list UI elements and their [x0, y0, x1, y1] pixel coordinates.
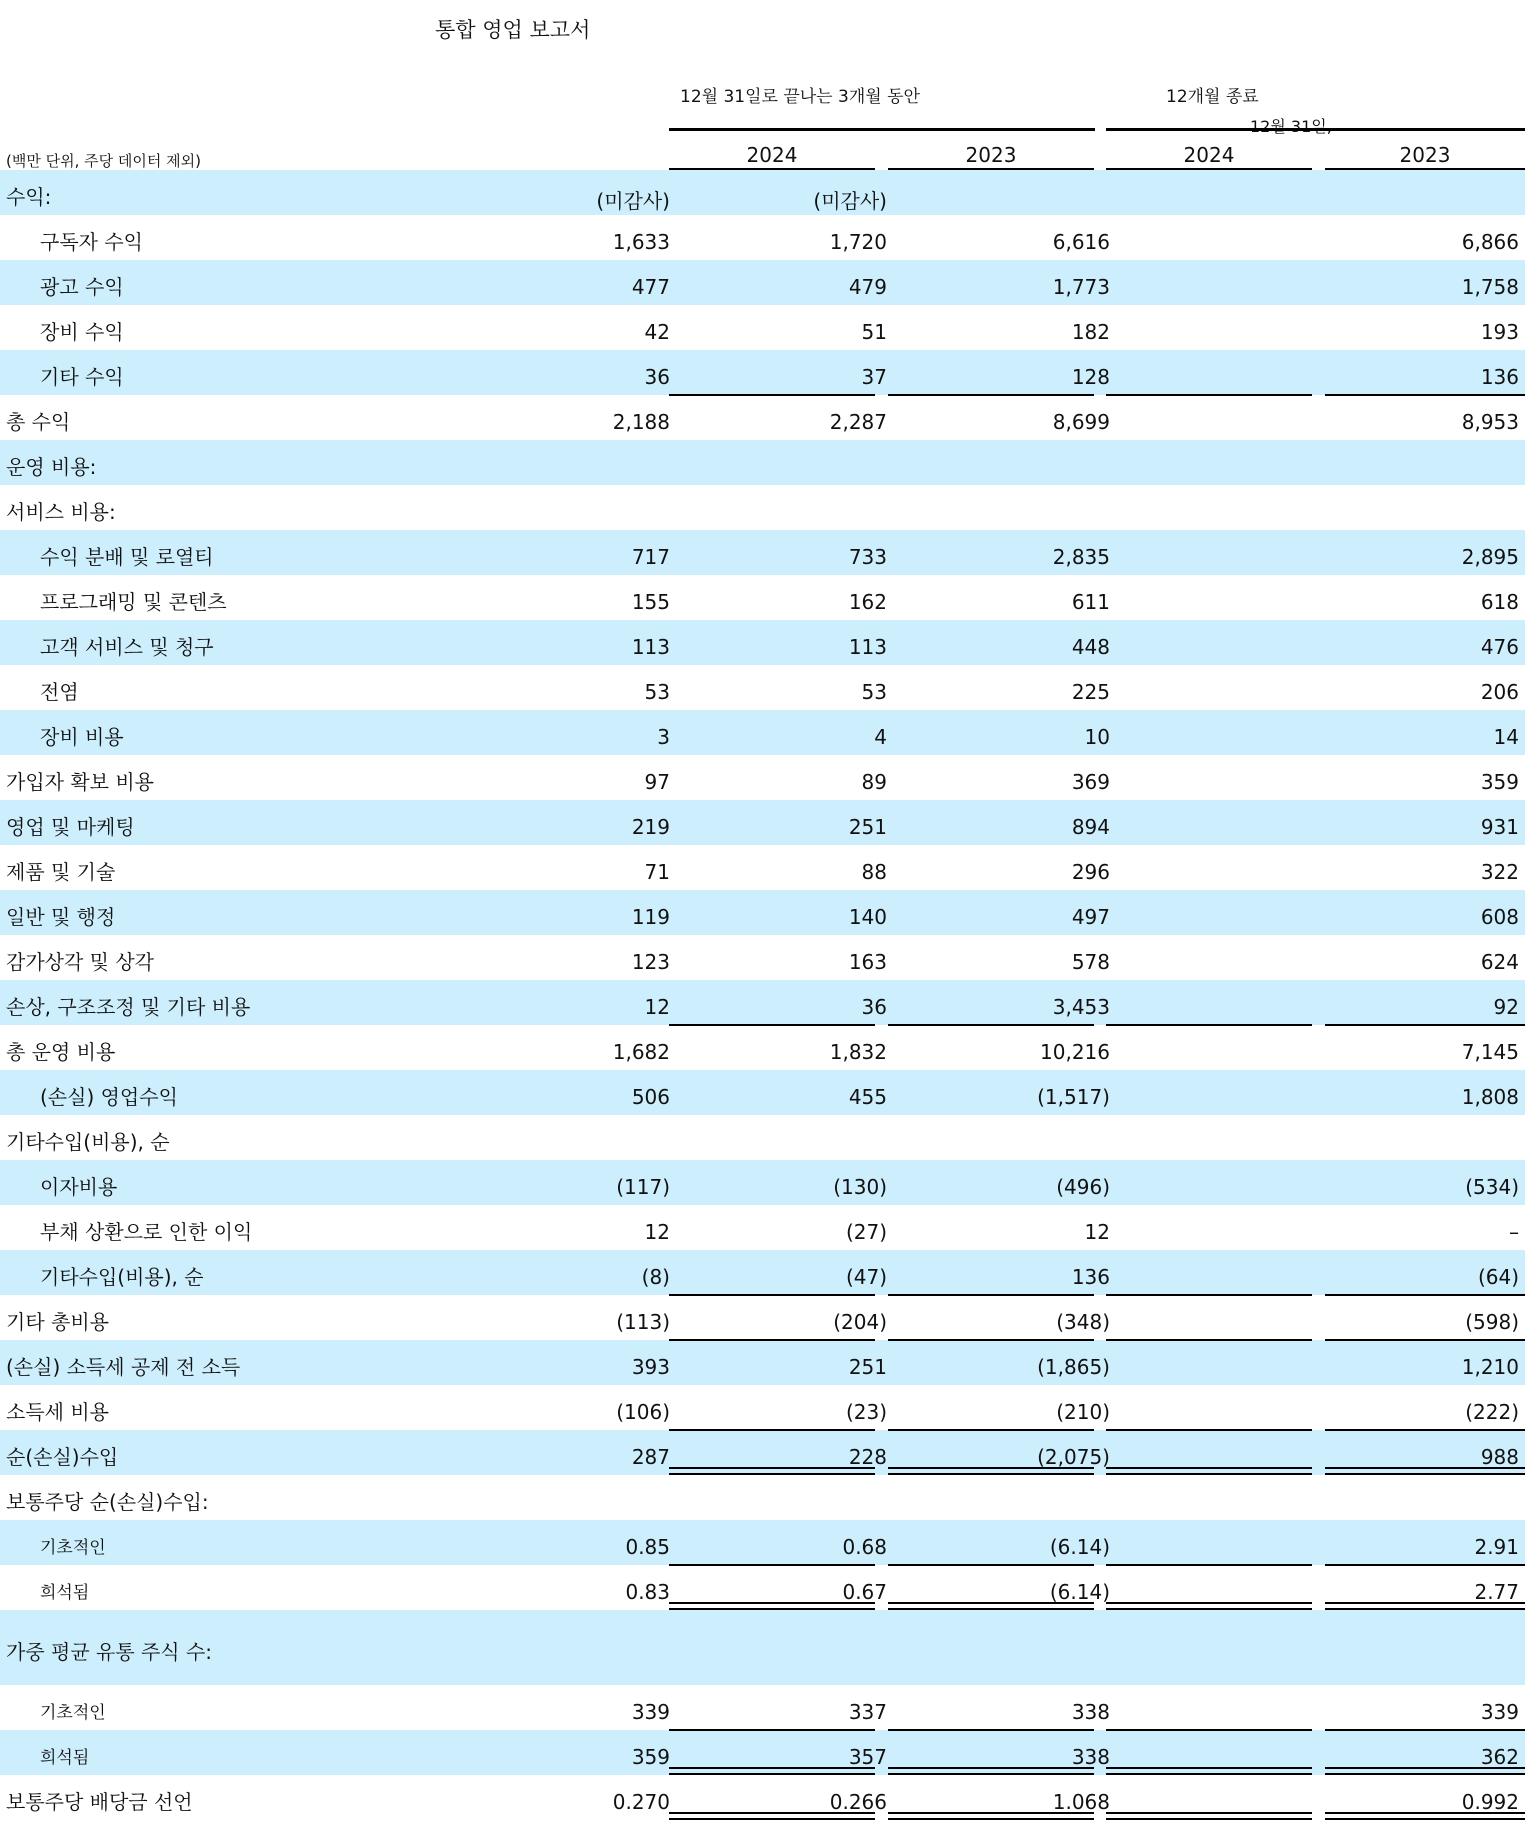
total-double-rule — [1106, 1767, 1312, 1775]
row-label: 손상, 구조조정 및 기타 비용 — [6, 995, 251, 1019]
row-value: 618 — [1480, 590, 1519, 614]
row-value: 228 — [848, 1445, 887, 1469]
row-value: 0.83 — [625, 1580, 670, 1604]
row-label: 기초적인 — [40, 1703, 106, 1723]
subtotal-rule — [1106, 1294, 1312, 1296]
row-value: (미감사) — [813, 189, 887, 213]
row-value: 251 — [848, 1355, 887, 1379]
subtotal-rule — [669, 1339, 875, 1341]
row-value: 322 — [1480, 860, 1519, 884]
row-value: 931 — [1480, 815, 1519, 839]
row-value: 339 — [1480, 1700, 1519, 1724]
row-value: 1,633 — [612, 230, 670, 254]
table-row — [0, 260, 1525, 305]
table-row — [0, 980, 1525, 1025]
table-row — [0, 215, 1525, 260]
table-row — [0, 1250, 1525, 1295]
table-row — [0, 1340, 1525, 1385]
row-value: (64) — [1477, 1265, 1519, 1289]
row-label: 가입자 확보 비용 — [6, 770, 154, 794]
table-row — [0, 935, 1525, 980]
row-value: (204) — [833, 1310, 887, 1334]
row-label: (손실) 영업수익 — [40, 1085, 178, 1109]
row-value: 53 — [644, 680, 670, 704]
table-row — [0, 350, 1525, 395]
year-col-1: 2024 — [746, 143, 798, 167]
row-label: 수익: — [6, 185, 52, 209]
row-value: 136 — [1071, 1265, 1110, 1289]
table-row — [0, 1385, 1525, 1430]
row-value: 1,832 — [829, 1040, 887, 1064]
row-value: 338 — [1071, 1700, 1110, 1724]
row-value: (222) — [1465, 1400, 1519, 1424]
subtotal-rule — [669, 1294, 875, 1296]
row-value: (27) — [845, 1220, 887, 1244]
row-value: 296 — [1071, 860, 1110, 884]
row-value: 338 — [1071, 1745, 1110, 1769]
row-value: 88 — [861, 860, 887, 884]
table-row — [0, 620, 1525, 665]
year-col-2: 2023 — [965, 143, 1017, 167]
row-value: 1,773 — [1052, 275, 1110, 299]
row-value: 1.068 — [1052, 1790, 1110, 1814]
subtotal-rule — [1106, 1564, 1312, 1566]
row-value: (113) — [616, 1310, 670, 1334]
table-row — [0, 1070, 1525, 1115]
subtotal-rule — [888, 1429, 1094, 1431]
row-label: 영업 및 마케팅 — [6, 815, 135, 839]
table-row — [0, 1295, 1525, 1340]
row-value: 219 — [631, 815, 670, 839]
row-value: 225 — [1071, 680, 1110, 704]
row-value: 89 — [861, 770, 887, 794]
subtotal-rule — [1325, 1729, 1525, 1731]
row-value: 717 — [631, 545, 670, 569]
table-row — [0, 755, 1525, 800]
row-value: 3 — [657, 725, 670, 749]
row-label: 제품 및 기술 — [6, 860, 116, 884]
table-row — [0, 575, 1525, 620]
row-value: 359 — [1480, 770, 1519, 794]
subtotal-rule — [888, 1294, 1094, 1296]
row-label: 운영 비용: — [6, 455, 97, 479]
table-row — [0, 1205, 1525, 1250]
row-label: 보통주당 순(손실)수입: — [6, 1490, 209, 1514]
subtotal-rule — [669, 1729, 875, 1731]
row-value: 1,682 — [612, 1040, 670, 1064]
row-value: (117) — [616, 1175, 670, 1199]
row-value: 339 — [631, 1700, 670, 1724]
table-row — [0, 395, 1525, 440]
row-value: 136 — [1480, 365, 1519, 389]
row-value: 53 — [861, 680, 887, 704]
row-label: 고객 서비스 및 청구 — [40, 635, 214, 659]
period-3m-header: 12월 31일로 끝나는 3개월 동안 — [680, 87, 920, 107]
row-value: 393 — [631, 1355, 670, 1379]
table-row — [0, 1730, 1525, 1775]
subtotal-rule — [1106, 1429, 1312, 1431]
row-value: (1,865) — [1037, 1355, 1110, 1379]
table-row — [0, 170, 1525, 215]
row-value: 6,616 — [1052, 230, 1110, 254]
row-value: 2,895 — [1461, 545, 1519, 569]
row-value: 14 — [1493, 725, 1519, 749]
row-value: (47) — [845, 1265, 887, 1289]
row-value: 369 — [1071, 770, 1110, 794]
row-value: 6,866 — [1461, 230, 1519, 254]
total-double-rule — [1325, 1767, 1525, 1775]
row-value: 113 — [848, 635, 887, 659]
row-value: 7,145 — [1461, 1040, 1519, 1064]
total-double-rule — [1106, 1467, 1312, 1475]
period-3m-rule — [669, 128, 1095, 131]
subtotal-rule — [888, 394, 1094, 396]
row-label: 프로그래밍 및 콘텐츠 — [40, 590, 227, 614]
report-title: 통합 영업 보고서 — [435, 18, 591, 42]
row-value: 608 — [1480, 905, 1519, 929]
row-value: 359 — [631, 1745, 670, 1769]
row-value: 3,453 — [1052, 995, 1110, 1019]
row-label: 기타 총비용 — [6, 1310, 109, 1334]
row-value: 0.992 — [1461, 1790, 1519, 1814]
row-value: 12 — [644, 1220, 670, 1244]
subtotal-rule — [669, 1024, 875, 1026]
row-value: 42 — [644, 320, 670, 344]
row-value: (1,517) — [1037, 1085, 1110, 1109]
row-value: (2,075) — [1037, 1445, 1110, 1469]
row-value: 362 — [1480, 1745, 1519, 1769]
row-label: 기타수입(비용), 순 — [40, 1265, 204, 1289]
table-row — [0, 1610, 1525, 1685]
row-label: 장비 비용 — [40, 725, 124, 749]
table-row — [0, 1565, 1525, 1610]
row-value: 1,808 — [1461, 1085, 1519, 1109]
total-double-rule — [669, 1467, 875, 1475]
table-row — [0, 665, 1525, 710]
row-value: 162 — [848, 590, 887, 614]
row-value: 476 — [1480, 635, 1519, 659]
row-label: 서비스 비용: — [6, 500, 116, 524]
subtotal-rule — [669, 1564, 875, 1566]
row-value: (348) — [1056, 1310, 1110, 1334]
row-value: 119 — [631, 905, 670, 929]
table-row — [0, 485, 1525, 530]
subtotal-rule — [888, 1024, 1094, 1026]
subtotal-rule — [1325, 1339, 1525, 1341]
row-value: 36 — [861, 995, 887, 1019]
subtotal-rule — [1325, 1564, 1525, 1566]
row-value: 8,953 — [1461, 410, 1519, 434]
total-double-rule — [888, 1767, 1094, 1775]
row-value: 337 — [848, 1700, 887, 1724]
row-label: 구독자 수익 — [40, 230, 143, 254]
table-row — [0, 710, 1525, 755]
table-row — [0, 1520, 1525, 1565]
row-value: 479 — [848, 275, 887, 299]
row-value: 2,188 — [612, 410, 670, 434]
row-value: 193 — [1480, 320, 1519, 344]
row-value: 2,835 — [1052, 545, 1110, 569]
row-value: (8) — [641, 1265, 670, 1289]
subtotal-rule — [1325, 1294, 1525, 1296]
subtotal-rule — [1325, 1429, 1525, 1431]
table-row — [0, 800, 1525, 845]
subtotal-rule — [669, 1429, 875, 1431]
row-value: 357 — [848, 1745, 887, 1769]
subtotal-rule — [1106, 394, 1312, 396]
row-value: 497 — [1071, 905, 1110, 929]
row-label: 희석됨 — [40, 1583, 90, 1603]
row-value: 36 — [644, 365, 670, 389]
row-label: 희석됨 — [40, 1748, 90, 1768]
row-label: 부채 상환으로 인한 이익 — [40, 1220, 253, 1244]
row-label: 장비 수익 — [40, 320, 124, 344]
row-value: 51 — [861, 320, 887, 344]
total-double-rule — [1106, 1812, 1312, 1820]
row-value: 251 — [848, 815, 887, 839]
subtotal-rule — [1325, 1024, 1525, 1026]
table-row — [0, 305, 1525, 350]
row-label: 총 운영 비용 — [6, 1040, 116, 1064]
row-value: 123 — [631, 950, 670, 974]
row-value: 155 — [631, 590, 670, 614]
row-value: 2,287 — [829, 410, 887, 434]
total-double-rule — [1106, 1602, 1312, 1610]
row-value: (496) — [1056, 1175, 1110, 1199]
row-value: 140 — [848, 905, 887, 929]
row-value: (6.14) — [1049, 1580, 1110, 1604]
subtotal-rule — [1106, 1339, 1312, 1341]
row-value: (6.14) — [1049, 1535, 1110, 1559]
row-value: 92 — [1493, 995, 1519, 1019]
row-label: 일반 및 행정 — [6, 905, 116, 929]
row-label: (손실) 소득세 공제 전 소득 — [6, 1355, 241, 1379]
row-label: 기타 수익 — [40, 365, 124, 389]
row-value: 0.266 — [829, 1790, 887, 1814]
row-value: 4 — [874, 725, 887, 749]
row-value: 894 — [1071, 815, 1110, 839]
row-value: 0.85 — [625, 1535, 670, 1559]
row-value: 287 — [631, 1445, 670, 1469]
row-value: 1,720 — [829, 230, 887, 254]
table-row — [0, 1025, 1525, 1070]
period-12m-date: 12월 31일, — [1250, 117, 1332, 136]
row-value: 578 — [1071, 950, 1110, 974]
row-label: 총 수익 — [6, 410, 71, 434]
unit-note: (백만 단위, 주당 데이터 제외) — [6, 152, 201, 170]
table-row — [0, 1430, 1525, 1475]
row-value: 1,758 — [1461, 275, 1519, 299]
row-value: 97 — [644, 770, 670, 794]
row-value: 2.77 — [1474, 1580, 1519, 1604]
subtotal-rule — [1325, 394, 1525, 396]
row-value: 455 — [848, 1085, 887, 1109]
subtotal-rule — [888, 1339, 1094, 1341]
row-value: 10,216 — [1040, 1040, 1110, 1064]
table-row — [0, 1475, 1525, 1520]
row-label: 기타수입(비용), 순 — [6, 1130, 170, 1154]
row-value: 206 — [1480, 680, 1519, 704]
row-label: 가중 평균 유통 주식 수: — [6, 1640, 213, 1664]
row-value: 113 — [631, 635, 670, 659]
row-value: 8,699 — [1052, 410, 1110, 434]
table-row — [0, 530, 1525, 575]
row-value: 448 — [1071, 635, 1110, 659]
row-label: 감가상각 및 상각 — [6, 950, 154, 974]
row-value: 611 — [1071, 590, 1110, 614]
row-label: 순(손실)수입 — [6, 1445, 119, 1469]
row-value: 12 — [644, 995, 670, 1019]
table-row — [0, 1685, 1525, 1730]
row-value: (534) — [1465, 1175, 1519, 1199]
row-value: (210) — [1056, 1400, 1110, 1424]
subtotal-rule — [1106, 1729, 1312, 1731]
row-value: 506 — [631, 1085, 670, 1109]
subtotal-rule — [888, 1729, 1094, 1731]
row-value: 477 — [631, 275, 670, 299]
row-value: 128 — [1071, 365, 1110, 389]
row-value: (130) — [833, 1175, 887, 1199]
year-col-3: 2024 — [1183, 143, 1235, 167]
statement-table — [0, 170, 1525, 1820]
row-label: 소득세 비용 — [6, 1400, 109, 1424]
year-col-4: 2023 — [1399, 143, 1451, 167]
row-value: 0.270 — [612, 1790, 670, 1814]
row-value: 624 — [1480, 950, 1519, 974]
row-value: 12 — [1084, 1220, 1110, 1244]
row-value: 1,210 — [1461, 1355, 1519, 1379]
row-label: 수익 분배 및 로열티 — [40, 545, 214, 569]
row-label: 광고 수익 — [40, 275, 124, 299]
table-row — [0, 440, 1525, 485]
row-value: 733 — [848, 545, 887, 569]
period-12m-rule — [1106, 128, 1525, 131]
row-value: (23) — [845, 1400, 887, 1424]
row-value: 71 — [644, 860, 670, 884]
row-value: 2.91 — [1474, 1535, 1519, 1559]
row-value: (106) — [616, 1400, 670, 1424]
period-12m-header: 12개월 종료 — [1166, 87, 1259, 107]
table-row — [0, 1160, 1525, 1205]
row-value: (598) — [1465, 1310, 1519, 1334]
table-row — [0, 1115, 1525, 1160]
total-double-rule — [669, 1767, 875, 1775]
row-label: 기초적인 — [40, 1538, 106, 1558]
row-value: (미감사) — [596, 189, 670, 213]
row-label: 보통주당 배당금 선언 — [6, 1790, 193, 1814]
table-row — [0, 1775, 1525, 1820]
table-row — [0, 890, 1525, 935]
row-value: 0.67 — [842, 1580, 887, 1604]
row-value: 988 — [1480, 1445, 1519, 1469]
row-value: – — [1509, 1220, 1519, 1244]
total-double-rule — [1325, 1812, 1525, 1820]
row-value: 163 — [848, 950, 887, 974]
table-row — [0, 845, 1525, 890]
row-value: 10 — [1084, 725, 1110, 749]
total-double-rule — [1325, 1467, 1525, 1475]
subtotal-rule — [1106, 1024, 1312, 1026]
subtotal-rule — [669, 394, 875, 396]
row-value: 37 — [861, 365, 887, 389]
row-label: 이자비용 — [40, 1175, 118, 1199]
row-label: 전염 — [40, 680, 79, 704]
subtotal-rule — [888, 1564, 1094, 1566]
total-double-rule — [1325, 1602, 1525, 1610]
row-value: 182 — [1071, 320, 1110, 344]
row-value: 0.68 — [842, 1535, 887, 1559]
